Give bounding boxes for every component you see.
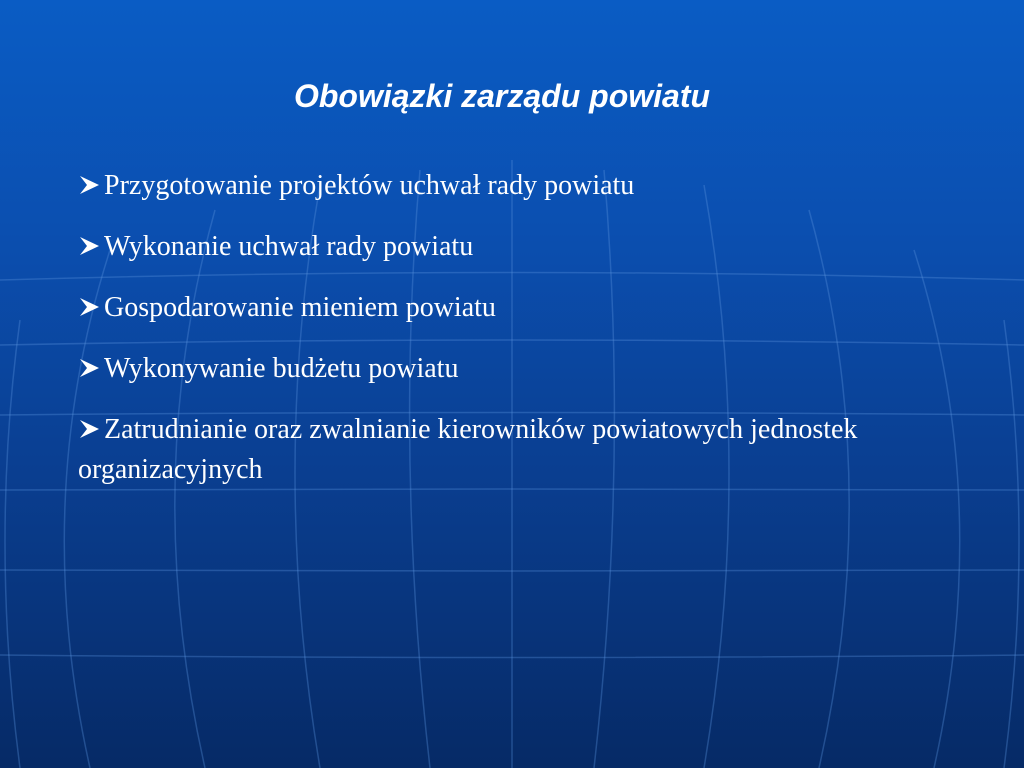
- bullet-list: [78, 166, 978, 511]
- list-item: [78, 349, 978, 389]
- arrowhead-bullet-icon: [78, 227, 104, 267]
- bullet-text: Zatrudnianie oraz zwalnianie kierowników powiatowych jednostek organizacyjnych: [78, 414, 858, 485]
- bullet-text: Wykonanie uchwał rady powiatu: [104, 231, 474, 262]
- arrowhead-bullet-icon: [78, 166, 104, 206]
- list-item: [78, 227, 978, 267]
- arrowhead-bullet-icon: [78, 349, 104, 389]
- bullet-text: Przygotowanie projektów uchwał rady powiatu: [104, 170, 635, 201]
- list-item: [78, 410, 978, 490]
- arrowhead-bullet-icon: [78, 410, 104, 450]
- bullet-text: Wykonywanie budżetu powiatu: [104, 353, 459, 384]
- list-item: [78, 166, 978, 206]
- slide-title: Obowiązki zarządu powiatu: [293, 78, 711, 114]
- arrowhead-bullet-icon: [78, 288, 104, 328]
- bullet-text: Gospodarowanie mieniem powiatu: [104, 292, 496, 323]
- list-item: [78, 288, 978, 328]
